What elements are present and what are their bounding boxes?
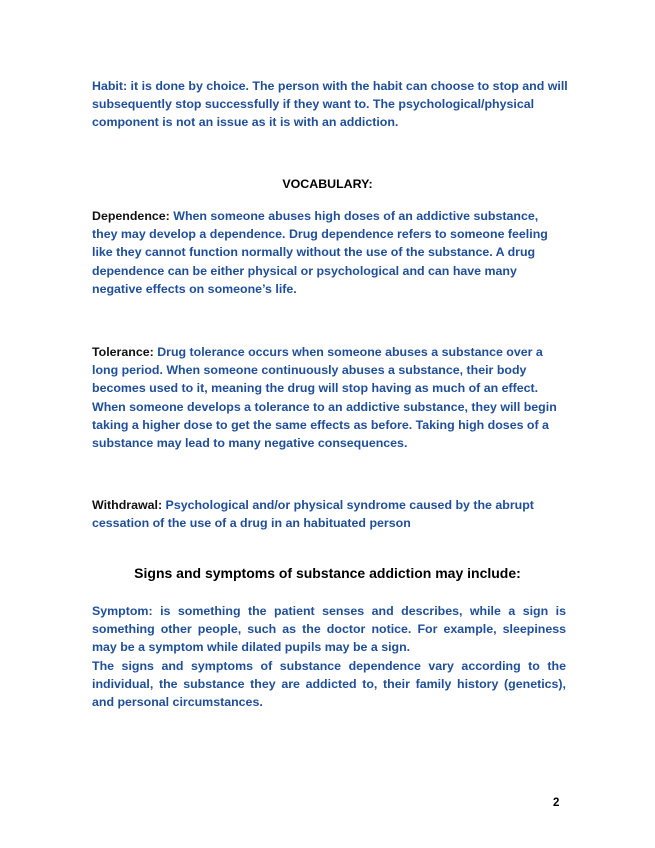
- page-number: 2: [553, 797, 560, 809]
- dependence-definition: When someone abuses high doses of an addictive substance, they may develop a dependence. Drug dependence refers to someone feeling like they cannot function normally without the use of the substance. A drug dependence can be either physical or psychological and can have many negative effects on someone’s life.: [92, 209, 548, 296]
- dependence-term: Dependence:: [92, 209, 170, 223]
- dependence-paragraph: [92, 207, 558, 298]
- symptom-term: Symptom:: [92, 604, 153, 618]
- vocabulary-heading: VOCABULARY:: [282, 177, 373, 191]
- signs-heading: Signs and symptoms of substance addiction may include:: [134, 565, 521, 581]
- habit-paragraph: [92, 77, 570, 132]
- signs-paragraph: The signs and symptoms of substance dependence vary according to the individual, the substance they are addicted to, their family history (genetics), and personal circumstances.: [92, 659, 566, 710]
- tolerance-paragraph: [92, 343, 560, 452]
- symptom-definition: is something the patient senses and describes, while a sign is something other people, such as the doctor notice. For example, sleepiness may be a symptom while dilated pupils may be a sign.: [92, 604, 566, 655]
- withdrawal-term: Withdrawal:: [92, 498, 163, 512]
- withdrawal-definition: Psychological and/or physical syndrome caused by the abrupt cessation of the use of a drug in an habituated person: [92, 498, 534, 531]
- withdrawal-paragraph: [92, 496, 554, 532]
- habit-definition: it is done by choice. The person with the habit can choose to stop and will subsequently stop successfully if they want to. The psychological/physical component is not an issue as it is with an addiction.: [92, 79, 568, 130]
- tolerance-term: Tolerance:: [92, 345, 154, 359]
- tolerance-definition: Drug tolerance occurs when someone abuses a substance over a long period. When someone continuously abuses a substance, their body becomes used to it, meaning the drug will stop having as much of an effect. When someone develops a tolerance to an addictive substance, they will begin taking a higher dose to get the same effects as before. Taking high doses of a substance may lead to many negative consequences.: [92, 345, 557, 451]
- symptom-paragraph: [92, 602, 566, 657]
- habit-text: Habit:: [92, 79, 128, 93]
